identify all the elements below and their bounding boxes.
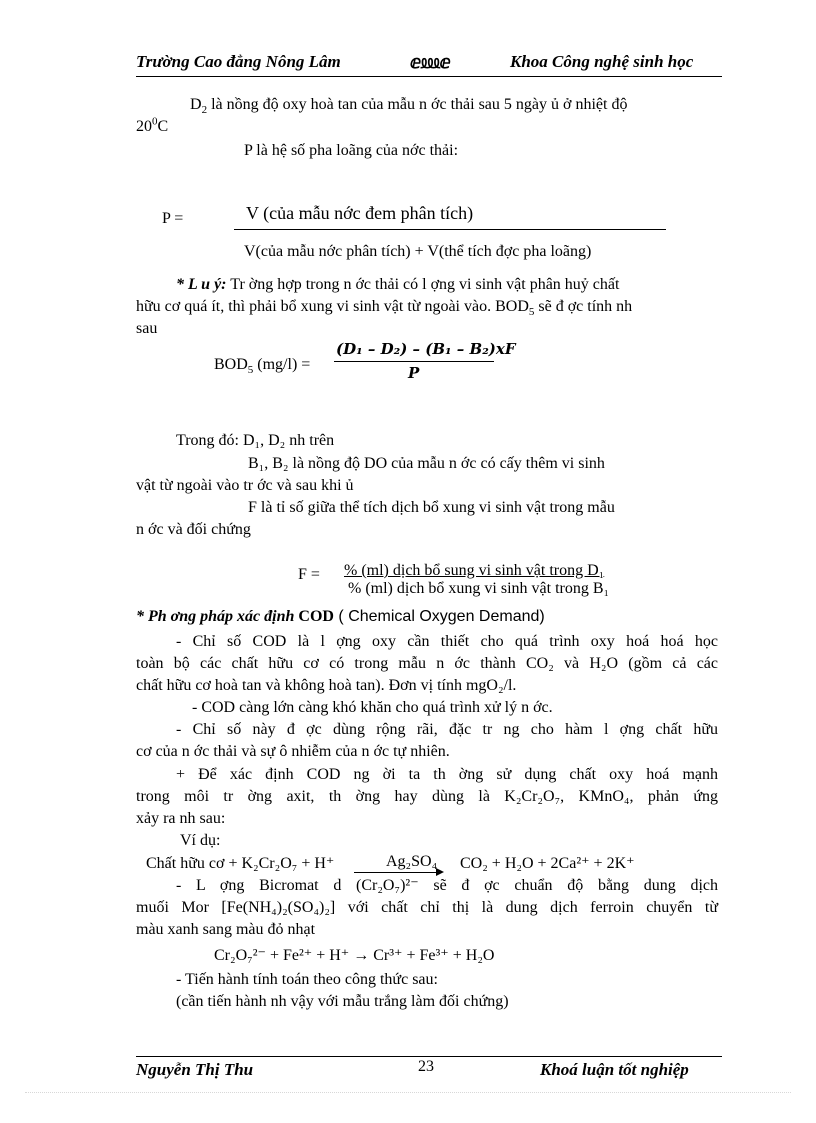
- where-line: Trong đó: D₁, D₂ nh trên: [176, 432, 335, 449]
- footer-right: Khoá luận tốt nghiệp: [540, 1060, 689, 1079]
- header-ornament: ⅇ⅏ⅇ: [410, 52, 451, 72]
- footer-left: Nguyễn Thị Thu: [136, 1060, 254, 1079]
- where-line: vật từ ngoài vào tr ớc và sau khi ủ: [136, 477, 354, 494]
- reaction-1-catalyst: Ag₂SO₄: [386, 853, 438, 870]
- page-number: 23: [418, 1058, 434, 1075]
- body-line: chất hữu cơ hoà tan và không hoà tan). Đơn vị tính mgO₂/l.: [136, 677, 517, 694]
- body-line: $20^0C$: [136, 115, 169, 135]
- p-formula-denominator: V(của mẫu nớc phân tích) + V(thể tích đợc pha loãng): [244, 243, 592, 260]
- body-line: Ví dụ:: [180, 832, 221, 849]
- note-line: hữu cơ quá ít, thì phải bổ xung vi sinh vật từ ngoài vào. $BOD_5$ sẽ đ ợc tính nh: [136, 298, 633, 319]
- header-right: Khoa Công nghệ sinh học: [510, 52, 694, 71]
- body-line: - Chỉ số COD là l ợng oxy cần thiết cho quá trình oxy hoá hoá học: [176, 633, 718, 650]
- footer-rule: [136, 1056, 722, 1057]
- header-rule: [136, 76, 722, 77]
- body-line: cơ của n ớc thải và sự ô nhiễm của n ớc tự nhiên.: [136, 743, 450, 760]
- where-line: F là tỉ số giữa thể tích dịch bổ xung vi sinh vật trong mẫu: [248, 499, 615, 516]
- f-formula-label: F =: [298, 566, 320, 583]
- where-line: B₁, B₂ là nồng độ DO của mẫu n ớc có cấy thêm vi sinh: [248, 455, 605, 472]
- note-line: * L u ý: Tr ờng hợp trong n ớc thải có l ợng vi sinh vật phân huỷ chất: [176, 276, 620, 293]
- reaction-arrow: [354, 872, 442, 873]
- f-formula-denominator: % (ml) dịch bổ xung vi sinh vật trong B₁: [348, 580, 610, 597]
- f-formula-numerator: % (ml) dịch bổ sung vi sinh vật trong D₁: [344, 562, 605, 579]
- reaction-1-right: CO₂ + H₂O + 2Ca²⁺ + 2K⁺: [460, 855, 635, 872]
- p-formula-label: P =: [162, 210, 184, 227]
- reaction-2: Cr₂O₇²⁻ + Fe²⁺ + H⁺ → Cr³⁺ + Fe³⁺ + H₂O: [214, 947, 495, 964]
- body-line: trong môi tr ờng axit, th ờng hay dùng là K₂Cr₂O₇, KMnO₄, phản ứng: [136, 788, 718, 805]
- body-line: muối Mor [Fe(NH₄)₂(SO₄)₂] với chất chỉ thị là dung dịch ferroin chuyển từ: [136, 899, 718, 916]
- body-line: - Tiến hành tính toán theo công thức sau:: [176, 971, 438, 988]
- reaction-1-left: Chất hữu cơ + K₂Cr₂O₇ + H⁺: [146, 855, 335, 872]
- bod-formula-label: $BOD_5$ (mg/l) =: [214, 356, 311, 377]
- body-line: $D_2$ là nồng độ oxy hoà tan của mẫu n ớc thải sau 5 ngày ủ ở nhiệt độ: [190, 96, 628, 117]
- body-line: + Để xác định COD ng ời ta th ờng sử dụng chất oxy hoá mạnh: [176, 766, 718, 783]
- body-line: xảy ra nh sau:: [136, 810, 226, 827]
- body-line: (cần tiến hành nh vậy với mẫu trắng làm đối chứng): [176, 993, 509, 1010]
- cod-heading: * Ph ơng pháp xác định COD ( Chemical Oxygen Demand): [136, 608, 545, 625]
- note-line: sau: [136, 320, 158, 337]
- header-left: Trường Cao đẳng Nông Lâm: [136, 52, 341, 71]
- p-fraction-bar: [234, 229, 666, 230]
- body-line: - Chỉ số này đ ợc dùng rộng rãi, đặc tr ng cho hàm l ợng chất hữu: [176, 721, 718, 738]
- where-line: n ớc và đối chứng: [136, 521, 251, 538]
- body-line: màu xanh sang màu đỏ nhạt: [136, 921, 316, 938]
- bod-fraction-bar: [334, 361, 494, 362]
- body-line: - COD càng lớn càng khó khăn cho quá trình xử lý n ớc.: [192, 699, 553, 716]
- page-edge: [25, 1092, 791, 1093]
- body-line: toàn bộ các chất hữu cơ có trong mẫu n ớc thành CO₂ và H₂O (gồm cả các: [136, 655, 718, 672]
- bod-formula-denominator: P: [408, 364, 420, 382]
- p-formula-numerator: V (của mẫu nớc đem phân tích): [246, 203, 474, 223]
- body-line: P là hệ số pha loãng của nớc thải:: [244, 142, 459, 159]
- bod-formula-numerator: (D₁ – D₂) – (B₁ – B₂)xF: [336, 340, 516, 358]
- body-line: - L ợng Bicromat d (Cr₂O₇)²⁻ sẽ đ ợc chuẩn độ bằng dung dịch: [176, 877, 718, 894]
